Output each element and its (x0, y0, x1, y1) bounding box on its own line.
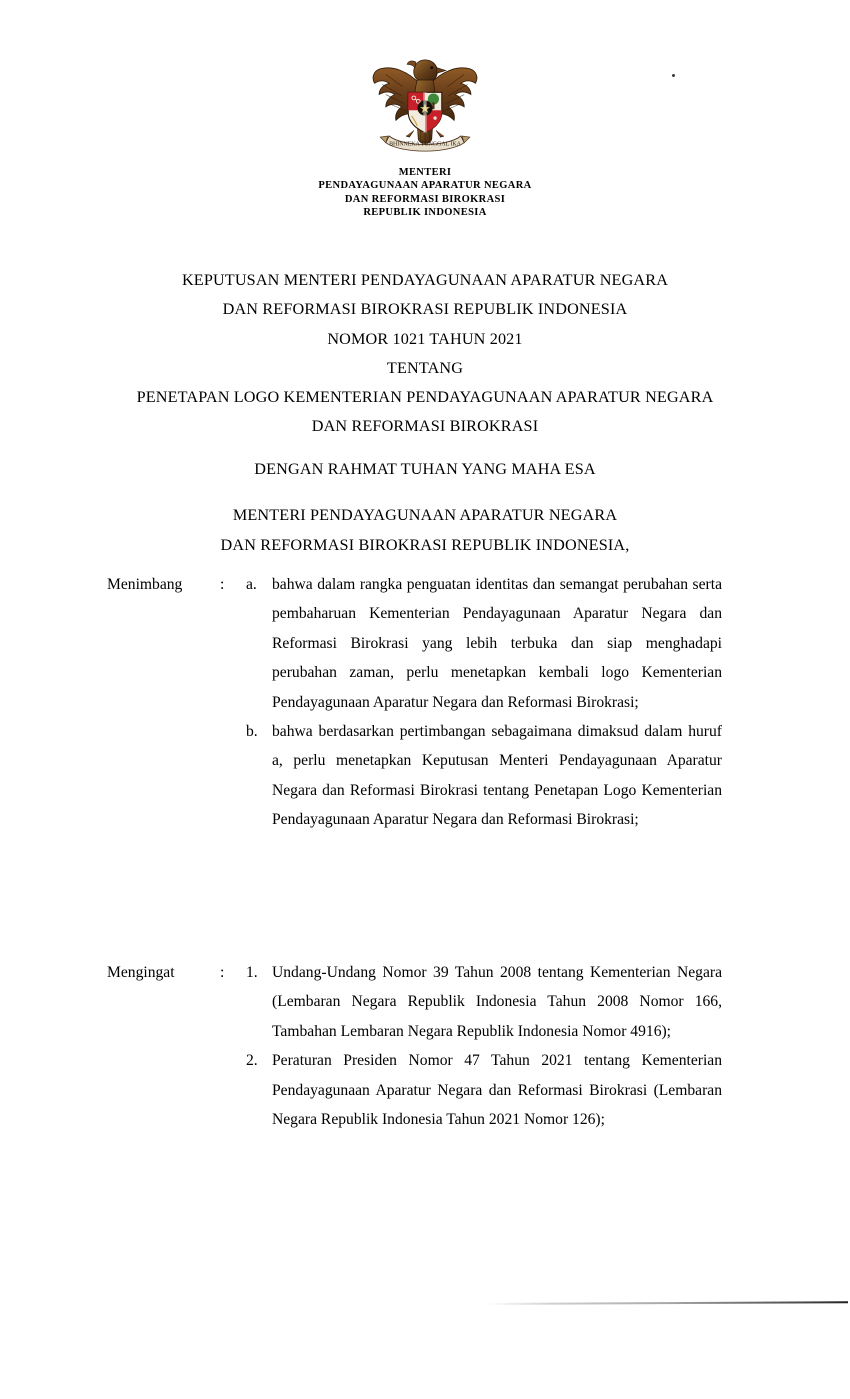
decree-subject-line-1: PENETAPAN LOGO KEMENTERIAN PENDAYAGUNAAN APARATUR NEGARA (136, 388, 714, 407)
preamble-gap (0, 484, 850, 501)
ministry-header-line-3: DAN REFORMASI BIROKRASI (344, 193, 506, 205)
mengingat-row (107, 958, 722, 1046)
mengingat-label: Mengingat (107, 964, 175, 981)
mengingat-marker-1: 1. (246, 964, 258, 981)
menimbang-label: Menimbang (107, 576, 183, 593)
menimbang-row (107, 570, 722, 717)
invocation-text: DENGAN RAHMAT TUHAN YANG MAHA ESA (254, 460, 596, 478)
emblem-container (0, 52, 850, 164)
mengingat-text-1: Undang-Undang Nomor 39 Tahun 2008 tentang Kementerian Negara (Lembaran Negara Republik Indonesia Tahun 2008 Nomor 166, Tambahan Lembaran Negara Republik Indonesia Nomor 4916); (272, 964, 722, 1040)
menimbang-marker-b: b. (246, 723, 258, 741)
preamble-block (0, 455, 850, 560)
mengingat-section (107, 958, 722, 1134)
scan-speck-artifact (672, 74, 675, 77)
garuda-pancasila-emblem (369, 52, 481, 164)
pancasila-shield (408, 92, 442, 132)
ministry-header-line-4: REPUBLIK INDONESIA (363, 206, 487, 218)
authority-line-1: MENTERI PENDAYAGUNAAN APARATUR NEGARA (232, 506, 618, 525)
mengingat-items (246, 958, 722, 1046)
decree-tentang-label: TENTANG (386, 358, 464, 377)
decree-title-block (0, 266, 850, 442)
ministry-header (0, 166, 850, 219)
mengingat-colon: : (220, 964, 225, 981)
mengingat-item-2 (246, 1046, 722, 1134)
authority-line-2: DAN REFORMASI BIROKRASI REPUBLIK INDONESIA, (220, 535, 630, 554)
decree-title-line-2: DAN REFORMASI BIROKRASI REPUBLIK INDONESIA (222, 300, 628, 319)
banner-motto-text: BHINNEKA TUNGGAL IKA (389, 141, 461, 148)
menimbang-section (107, 570, 722, 835)
decree-title-line-1: KEPUTUSAN MENTERI PENDAYAGUNAAN APARATUR NEGARA (181, 271, 669, 289)
menimbang-items (246, 570, 722, 717)
ministry-header-line-1: MENTERI (398, 167, 452, 178)
decree-subject-line-2: DAN REFORMASI BIROKRASI (311, 417, 539, 436)
menimbang-colon: : (220, 576, 225, 593)
mengingat-marker-2: 2. (246, 1052, 258, 1070)
menimbang-marker-a: a. (246, 576, 257, 593)
mengingat-item-1 (246, 958, 722, 1046)
menimbang-item-a (246, 570, 722, 717)
menimbang-item-b (246, 717, 722, 835)
decree-number: NOMOR 1021 TAHUN 2021 (327, 329, 523, 348)
menimbang-text-a: bahwa dalam rangka penguatan identitas dan semangat perubahan serta pembaharuan Kementerian Pendayagunaan Aparatur Negara dan Reformasi Birokrasi yang lebih terbuka dan siap menghadapi perubahan zaman, perlu menetapkan kembali logo Kementerian Pendayagunaan Aparatur Negara dan Reformasi Birokrasi; (272, 576, 722, 711)
scan-edge-line-artifact (487, 1301, 848, 1305)
menimbang-text-b: bahwa berdasarkan pertimbangan sebagaimana dimaksud dalam huruf a, perlu menetapkan Keputusan Menteri Pendayagunaan Aparatur Negara dan Reformasi Birokrasi tentang Penetapan Logo Kementerian Pendayagunaan Aparatur Negara dan Reformasi Birokrasi; (272, 723, 722, 829)
mengingat-text-2: Peraturan Presiden Nomor 47 Tahun 2021 tentang Kementerian Pendayagunaan Aparatur Negara dan Reformasi Birokrasi (Lembaran Negara Republik Indonesia Tahun 2021 Nomor 126); (272, 1052, 722, 1129)
ministry-header-line-2: PENDAYAGUNAAN APARATUR NEGARA (318, 180, 532, 192)
